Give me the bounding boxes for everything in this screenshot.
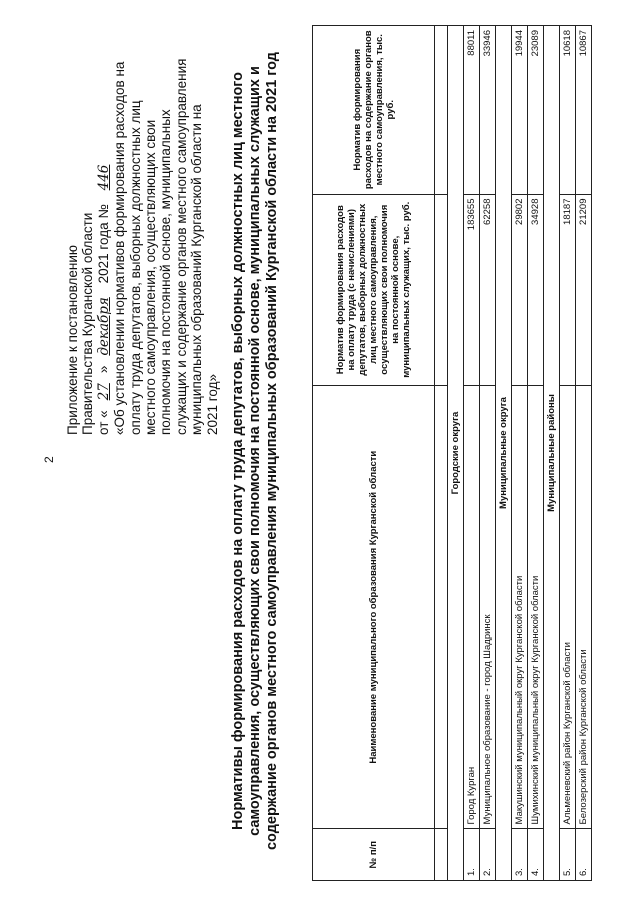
section-row <box>448 26 464 881</box>
row-name: Город Курган <box>464 385 480 829</box>
row-num: 3. <box>512 829 528 881</box>
spacer-row <box>435 26 448 881</box>
date-year: 2021 года № <box>95 204 111 284</box>
date-mid: » <box>95 365 111 374</box>
page-number: 2 <box>42 456 56 463</box>
appendix-line: оплату труда депутатов, выборных должностных лиц <box>127 100 143 435</box>
header-name: Наименование муниципального образования Курганской области <box>313 385 435 829</box>
title-line: Нормативы формирования расходов на оплату труда депутатов, выборных должностных лиц местного <box>230 71 246 831</box>
section-row <box>496 26 512 881</box>
section-row <box>544 26 560 881</box>
appendix-line: Приложение к постановлению <box>65 244 80 435</box>
table-header-row <box>313 26 435 881</box>
appendix-line: местного самоуправления, осуществляющих свои <box>143 119 159 435</box>
row-num: 4. <box>528 829 544 881</box>
row-num: 5. <box>560 829 576 881</box>
section-title: Муниципальные районы <box>544 26 560 881</box>
document-title <box>230 31 281 871</box>
appendix-date-line <box>96 25 112 435</box>
table-row <box>560 26 576 881</box>
row-name: Белозерский район Курганской области <box>576 385 592 829</box>
row-num: 2. <box>480 829 496 881</box>
appendix-line: 2021 год» <box>204 373 220 435</box>
appendix-block <box>65 25 220 435</box>
date-month: декабря <box>95 297 112 356</box>
appendix-line: полномочия на постоянной основе, муниципальных <box>158 109 174 435</box>
row-bodies: 88011 <box>464 26 480 195</box>
row-labor: 183655 <box>464 194 480 385</box>
row-num: 6. <box>576 829 592 881</box>
row-name: Макушинский муниципальный округ Курганской области <box>512 385 528 829</box>
norms-table <box>312 25 592 881</box>
row-labor: 18187 <box>560 194 576 385</box>
appendix-line: «Об установлении нормативов формирования расходов на <box>112 61 128 435</box>
section-title: Муниципальные округа <box>496 26 512 881</box>
row-name: Муниципальное образование - город Шадринск <box>480 385 496 829</box>
row-num: 1. <box>464 829 480 881</box>
table-row <box>576 26 592 881</box>
header-bodies: Норматив формирования расходов на содержание органов местного самоуправления, тыс. руб. <box>313 26 435 195</box>
appendix-line: Правительства Курганской области <box>80 212 96 435</box>
table-row <box>528 26 544 881</box>
row-bodies: 33946 <box>480 26 496 195</box>
title-line: самоуправления, осуществляющих свои полномочия на постоянной основе, муниципальных служащих и <box>247 66 263 836</box>
row-bodies: 10618 <box>560 26 576 195</box>
header-num: № п/п <box>313 829 435 881</box>
row-labor: 21209 <box>576 194 592 385</box>
appendix-line: служащих и содержание органов местного самоуправления <box>173 58 189 435</box>
date-day: 27 <box>95 383 112 401</box>
section-title: Городские округа <box>448 26 464 881</box>
header-labor: Норматив формирования расходов на оплату труда (с начислениями) депутатов, выборных должностных лиц местного самоуправления, осуществляющих свои полномочия на постоянной основе, муниципальных служащих, тыс. руб. <box>313 194 435 385</box>
table-row <box>512 26 528 881</box>
appendix-line: муниципальных образований Курганской области на <box>189 104 205 435</box>
row-name: Шумихинский муниципальный округ Курганской области <box>528 385 544 829</box>
row-bodies: 23089 <box>528 26 544 195</box>
row-labor: 34928 <box>528 194 544 385</box>
row-name: Альменевский район Курганской области <box>560 385 576 829</box>
row-labor: 29802 <box>512 194 528 385</box>
date-prefix: от « <box>95 410 111 435</box>
document-number: 446 <box>95 164 112 191</box>
row-labor: 62258 <box>480 194 496 385</box>
row-bodies: 19944 <box>512 26 528 195</box>
row-bodies: 10867 <box>576 26 592 195</box>
table-row <box>464 26 480 881</box>
table-row <box>480 26 496 881</box>
title-line: содержание органов местного самоуправления муниципальных образований Курганской области на 2021 год <box>264 51 280 851</box>
